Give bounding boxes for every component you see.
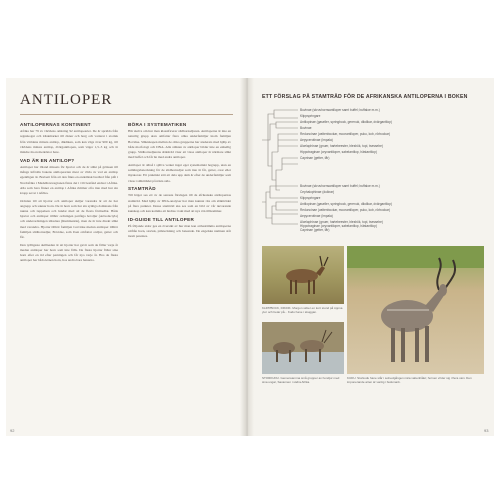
body-paragraph: Till höger ses ett av de senaste förslagen till de afrikanska antilopernas stamträd. Med hjälp av DNA-analyser har man kunnat rita om släktträdet på flera punkter. Dessa stamträd ska ses som en bild av vår nuvarande kunskap och kan komma att ändras i takt med att nya rön tillkommer. [128, 193, 231, 214]
page-number-right: 93 [484, 428, 489, 433]
tree-leaf: Alcelaphinae (gnuer, hartebeester, bleshök, topi, tsessebe) [300, 144, 383, 148]
tree-leaf: Buvinae (skruvhornsantiloper samt buffel; buffaloe m.m.) [300, 108, 380, 112]
tree-leaf: Caprinae (getter, får) [300, 156, 330, 160]
tree-leaf: Alcelaphinae (gnuer, hartebeester, bleshök, topi, tsessebe) [300, 220, 383, 224]
tree-leaf: Caprinae (getter, får) [300, 228, 330, 232]
photo-caption: STORKUDU. Gemensamma små grupper av hondjur med sina ungar, Savannen i södra Afrika. [262, 376, 340, 384]
tree-leaf: Hippotraginae (oryxantiloper, sabelantilop, hästantilop) [300, 150, 377, 154]
tree-leaf: Klippspringare [300, 114, 321, 118]
tree-leaf: Cephalophinae (duikrar) [300, 190, 335, 194]
body-paragraph: Antiloper har ibland missats för hjortar och de är släkt på gränsen till många infödda bokens antilopearten mest av vilda av vad en antilop egentligen är. Bortsett från att den finns en endemisk bredled från plåt i Nordafrika i Medelhavsregionen finns det i vilt bestånd endast i Afrika. Alla som bara finner en antilop i Afrika rimmar ofta inte med hur sin kropp ser ut i Afrika. [20, 164, 118, 195]
photo-kudu-herd [262, 322, 344, 374]
page-title: ANTILOPER [20, 92, 113, 108]
photo-caption: KLIPPBOCK, DIKDIK. Morgon stöter en kort stund på öppna ytor och betar på... Kudu hane i skuggan. [262, 306, 343, 314]
photo-caption: KUDU. Storkudu hane står i solnedgången nära vattenhålet; hornen vrider sig i flera varv. Den imponerande arten är vanlig i buskmark. [347, 376, 472, 384]
tree-leaf: Klippspringare [300, 196, 321, 200]
section-heading: STAMTRÄD [128, 186, 156, 192]
tree-leaf: Reduncinae (vattenbockar, moorantiloper, puku, kob, rörbockar) [300, 132, 391, 136]
book-gutter [240, 78, 254, 436]
tree-leaf: Reduncinae (vattenbockar, moorantiloper, puku, kob, rörbockar) [300, 208, 391, 212]
body-paragraph: På följande sidor ges en översikt av hur man kan artbestämma antiloperna utifrån horn, storlek, pälsteckning och beteende. De engelska namnen står inom parentes. [128, 223, 231, 239]
body-paragraph: Antiloper är alltså i själva verket inget eget systematiskt begrepp, utan en samlingsbeteckning för de slidhornsdjur som inte är får, getter, oxar eller myskoxar. Ett praktiskt sätt att dela upp dem är efter de underfamiljer som visas i släktträdet på nästa sida. [128, 162, 231, 183]
tree-leaf: Antilopinae (gaseller, springbock, gerenuk, dikdikar, dvärgantilop) [300, 120, 392, 124]
section-heading: VAD ÄR EN ANTILOP? [20, 157, 75, 163]
tree-leaf: Bovinae [300, 126, 312, 130]
section-heading: ANTILOPERNAS KONTINENT [20, 122, 91, 127]
tree-leaf: Bovinae (skruvhornsantiloper samt buffel; buffaloe m.m.) [300, 184, 380, 188]
title-rule [20, 114, 233, 115]
body-paragraph: Afrika har 79 av världens omkring 92 antilopearter. De är spridda från regnskogar och träskmarker till öknar och berg och varierar i storlek från världens minsta antilop, dikdiken, som kan väga över 900 kg, till världens minsta antilop, dvärgantilopen, som väger 1,5–3 kg och är mindre än en medelstor hare. [20, 129, 118, 155]
photo-antelope-grass [262, 246, 344, 304]
tree-leaf: Hippotraginae (oryxantiloper, sabelantilop, hästantilop) [300, 224, 377, 228]
photo-kudu-bull [347, 246, 484, 374]
body-paragraph: Här skrivs om hur man klassificerar slidhornsdjuren. Antiloperna är inte en naturlig grupp utan omfattar flera olika underfamiljer inom familjen Bovidae. Släktskapen mellan de olika grupperna har studerats med hjälp av både morfologi och DNA. Alla släkten av antiloper bildar inte en enhetlig grupp. Slidhornsdjurens släktträd visar att vissa antiloper är närmare släkt med buffel och får än med andra antiloper. [128, 129, 231, 160]
page-number-left: 92 [10, 428, 15, 433]
tree-leaf: Antilopinae (gaseller, springbock, gerenuk, dikdikar, dvärgantilop) [300, 202, 392, 206]
tree-leaf: Aepycerotinae (impala) [300, 214, 333, 218]
section-heading: ID-GUIDE TILL ANTILOPER [128, 216, 195, 222]
body-paragraph: Ordalen till att hjortar och antiloper skiljer varandra är att de har angrepp och saknar horn. De är horn som har sin synliga dominans från nunna och tuppelsen och lundar med att de flesta förmedlat. Båda hjortar och antiloper tillhör ordningen partåiga hovdjur (Artiodactyla) och underordningen idisslare (Ruminantia), men de är inte direkt släkt med varandra. Hjortar tillhör familjen Cervidae medan antiloper tillhör familjen slidhornsdjur, Bovidae, som även omfattar oxdjur, getter och får. [20, 198, 118, 240]
section-heading: BÖRA I SYSTEMATIKEN [128, 122, 187, 127]
left-text-column-1 [20, 122, 118, 266]
body-paragraph: Den tydligaste skillnaden är att hjortar har gevir som de fäller varje år medan antiloper har horn som inte fälls. De flesta hjortar fäller sina horn efter en tid efter parningen och får nya varje år. Hos de flesta antiloper har båda könen horn, hos andra bara hanarna. [20, 242, 118, 263]
tree-leaf: Aepycerotinae (impala) [300, 138, 333, 142]
phylogeny-title: ETT FÖRSLAG PÅ STAMTRÄD FÖR DE AFRIKANSKA ANTILOPERNA I BOKEN [262, 94, 468, 100]
left-text-column-2 [128, 122, 231, 242]
